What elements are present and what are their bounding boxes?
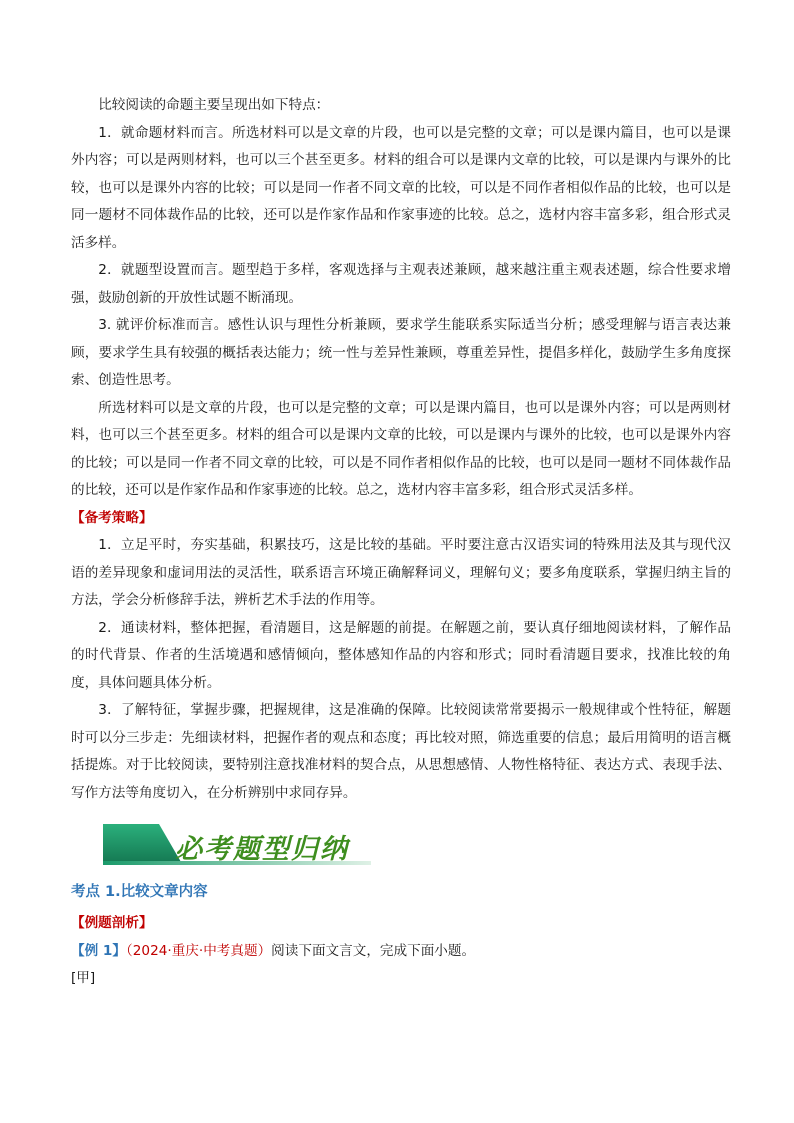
feature-paragraph-3: 3. 就评价标准而言。感性认识与理性分析兼顾，要求学生能联系实际适当分析；感受理解与语言表达兼顾，要求学生具有较强的概括表达能力；统一性与差异性兼顾，尊重差异性，提倡多样化，鼓励学生多角度探索、创造性思考。 (71, 317, 731, 388)
example-source: （2024·重庆·中考真题） (125, 942, 272, 959)
page-content (71, 92, 731, 993)
banner-block (103, 824, 181, 862)
section-banner (103, 822, 375, 866)
section-marker: [甲] (71, 970, 96, 986)
strategy-paragraph-1: 1．立足平时，夯实基础，积累技巧，这是比较的基础。平时要注意古汉语实词的特殊用法及其与现代汉语的差异现象和虚词用法的灵活性，联系语言环境正确解释词义，理解句义；要多角度联系，掌握归纳主旨的方法，学会分析修辞手法，辨析艺术手法的作用等。 (71, 537, 731, 608)
strategy-paragraph-2: 2．通读材料，整体把握，看清题目，这是解题的前提。在解题之前，要认真仔细地阅读材料，了解作品的时代背景、作者的生活境遇和感情倾向，整体感知作品的内容和形式；同时看清题目要求，找准比较的角度，具体问题具体分析。 (71, 619, 731, 691)
strategy-paragraph-3: 3．了解特征，掌握步骤，把握规律，这是准确的保障。比较阅读常常要揭示一般规律或个性特征，解题时可以分三步走：先细读材料，把握作者的观点和态度；再比较对照，筛选重要的信息；最后用简明的语言概括提炼。对于比较阅读，要特别注意找准材料的契合点，从思想感情、人物性格特征、表达方式、表现手法、写作方法等角度切入，在分析辨别中求同存异。 (71, 702, 731, 801)
example-instruction: 阅读下面文言文，完成下面小题。 (271, 942, 476, 959)
intro-paragraph: 比较阅读的命题主要呈现出如下特点： (98, 97, 330, 113)
feature-paragraph-2: 2．就题型设置而言。题型趋于多样，客观选择与主观表述兼顾，越来越注重主观表述题，综合性要求增强，鼓励创新的开放性试题不断涌现。 (71, 262, 731, 306)
strategy-heading: 【备考策略】 (71, 509, 153, 526)
analysis-heading: 【例题剖析】 (71, 915, 153, 931)
feature-paragraph-1: 1．就命题材料而言。所选材料可以是文章的片段，也可以是完整的文章；可以是课内篇目，也可以是课外内容；可以是两则材料，也可以三个甚至更多。材料的组合可以是课内文章的比较，可以是课内与课外的比较，也可以是课外内容的比较；可以是同一作者不同文章的比较，可以是不同作者相似作品的比较，也可以是同一题材不同体裁作品的比较，还可以是作家作品和作家事迹的比较。总之，选材内容丰富多彩，组合形式灵活多样。 (71, 124, 731, 251)
feature-paragraph-4: 所选材料可以是文章的片段，也可以是完整的文章；可以是课内篇目，也可以是课外内容；可以是两则材料，也可以三个甚至更多。材料的组合可以是课内文章的比较，可以是课内与课外的比较，也可以是课外内容的比较；可以是同一作者不同文章的比较，可以是不同作者相似作品的比较，也可以是同一题材不同体裁作品的比较，还可以是作家作品和作家事迹的比较。总之，选材内容丰富多彩，组合形式灵活多样。 (71, 399, 731, 498)
example-label: 【例 1】 (71, 942, 126, 959)
example-line (71, 938, 731, 966)
banner-title: 必考题型归纳 (175, 834, 349, 865)
exam-point-heading: 考点 1.比较文章内容 (71, 884, 208, 900)
